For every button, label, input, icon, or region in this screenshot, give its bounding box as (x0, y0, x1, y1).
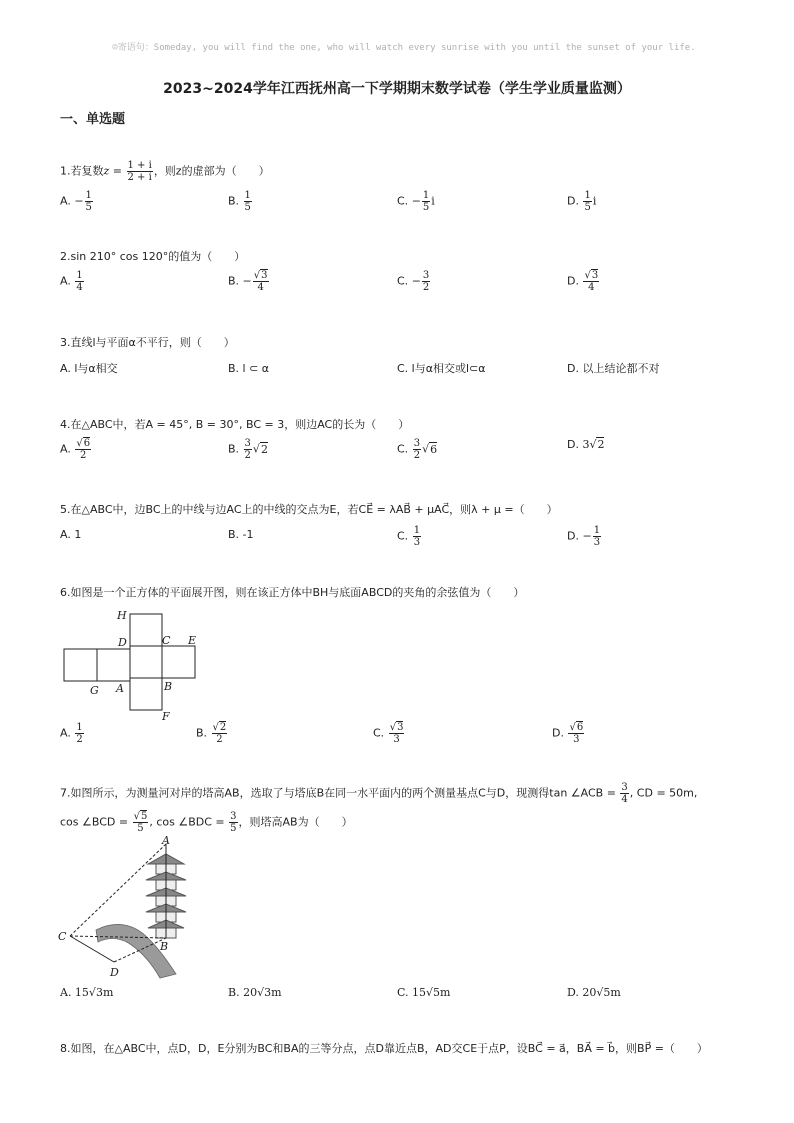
option-b[interactable]: B. -1 (228, 528, 254, 541)
option-c[interactable]: C. $\frac{3}{2}$ √6 (397, 438, 438, 461)
option-a[interactable]: A. $\frac{1}{2}$ (60, 722, 83, 745)
question-stem: 3.直线l与平面α不平行，则（ ） (60, 336, 235, 349)
question-stem: 5.在△ABC中，边BC上的中线与边AC上的中线的交点为E，若CE⃗ = λAB⃗ + μAC⃗，则λ + μ =（ ） (60, 503, 558, 516)
question-8 (60, 1042, 740, 1056)
option-b[interactable]: B. $\frac{1}{5}$ (228, 190, 251, 213)
option-d[interactable]: D. 3√2 (567, 438, 605, 451)
question-1 (60, 160, 740, 213)
label-c: C (162, 634, 171, 647)
motto-banner: ☺寄语句：Someday, you will find the one, who will watch every sunrise with you until the sunset of your life. (112, 43, 696, 53)
fraction: $\frac{1 + i}{2 + i}$ (127, 160, 152, 183)
option-d[interactable]: D. 以上结论都不对 (567, 362, 660, 375)
question-stem: 1.若复数z = $\frac{1 + i}{2 + i}$ ，则z的虚部为（ ） (60, 160, 270, 183)
label-d: D (118, 636, 127, 649)
option-b[interactable]: B. l ⊂ α (228, 362, 270, 375)
label-f: F (162, 710, 170, 723)
question-stem: 6.如图是一个正方体的平面展开图，则在该正方体中BH与底面ABCD的夹角的余弦值为（ ） (60, 586, 525, 599)
question-4 (60, 418, 740, 461)
option-a[interactable]: A. − $\frac{1}{5}$ (60, 190, 92, 213)
option-c[interactable]: C. $\frac{1}{3}$ (397, 525, 421, 548)
label-h: H (117, 609, 127, 622)
option-b[interactable]: B. $\frac{3}{2}$ √2 (228, 438, 268, 461)
option-c[interactable]: C. l与α相交或l⊂α (397, 362, 486, 375)
question-stem: 4.在△ABC中，若A = 45°, B = 30°, BC = 3，则边AC的长为（ ） (60, 418, 410, 431)
option-d[interactable]: D. $\frac{1}{5}$ i (567, 190, 597, 213)
question-3 (60, 336, 740, 375)
label-g: G (90, 684, 99, 697)
question-2 (60, 250, 740, 293)
option-d[interactable]: D. 20√5m (567, 986, 621, 999)
page-title: 2023~2024学年江西抚州高一下学期期末数学试卷（学生学业质量监测） (163, 81, 631, 97)
option-c[interactable]: C. $\frac{√3}{3}$ (373, 722, 404, 745)
label-c: C (58, 930, 67, 943)
option-c[interactable]: C. − $\frac{3}{2}$ (397, 270, 430, 293)
label-b: B (160, 940, 169, 953)
option-a[interactable]: A. 15√3m (60, 986, 114, 999)
question-5 (60, 503, 740, 548)
label-a: A (116, 682, 124, 695)
section-heading: 一、单选题 (60, 112, 126, 127)
option-d[interactable]: D. − $\frac{1}{3}$ (567, 525, 601, 548)
label-b: B (164, 680, 173, 693)
option-a[interactable]: A. $\frac{√6}{2}$ (60, 438, 91, 461)
question-stem: 8.如图，在△ABC中，点D，D，E分别为BC和BA的三等分点，点D靠近点B，AD交CE于点P，设BC⃗ = a⃗，BA⃗ = b⃗，则BP⃗ =（ ） (60, 1042, 708, 1055)
option-c[interactable]: C. 15√5m (397, 986, 451, 999)
option-b[interactable]: B. − $\frac{√3}{4}$ (228, 270, 268, 293)
question-stem: 2.sin 210° cos 120°的值为（ ） (60, 250, 246, 263)
question-6 (60, 586, 740, 600)
label-a: A (162, 834, 170, 847)
option-d[interactable]: D. $\frac{√3}{4}$ (567, 270, 599, 293)
question-stem: 7.如图所示，为测量河对岸的塔高AB，选取了与塔底B在同一水平面内的两个测量基点C与D，现测得tan ∠ACB = $\frac{3}{4}$ , CD = 50m, (60, 782, 698, 805)
label-d: D (110, 966, 119, 979)
option-d[interactable]: D. $\frac{√6}{3}$ (552, 722, 584, 745)
question-7: 7.如图所示，为测量河对岸的塔高AB，选取了与塔底B在同一水平面内的两个测量基点C与D，现测得tan ∠ACB = $\frac{3}{4}$ , CD = 50m, cos ∠BCD = $\frac{√5}{5}$ , cos ∠BDC = $\frac{3}{5}$ ，则塔高AB为（ ） (60, 782, 740, 834)
tower-river-figure (56, 834, 206, 984)
option-b[interactable]: B. 20√3m (228, 986, 282, 999)
option-b[interactable]: B. $\frac{√2}{2}$ (196, 722, 227, 745)
option-a[interactable]: A. 1 (60, 528, 82, 541)
option-a[interactable]: A. l与α相交 (60, 362, 118, 375)
cube-net-figure (58, 606, 208, 724)
label-e: E (188, 634, 197, 647)
option-a[interactable]: A. $\frac{1}{4}$ (60, 270, 83, 293)
option-c[interactable]: C. − $\frac{1}{5}$ i (397, 190, 435, 213)
